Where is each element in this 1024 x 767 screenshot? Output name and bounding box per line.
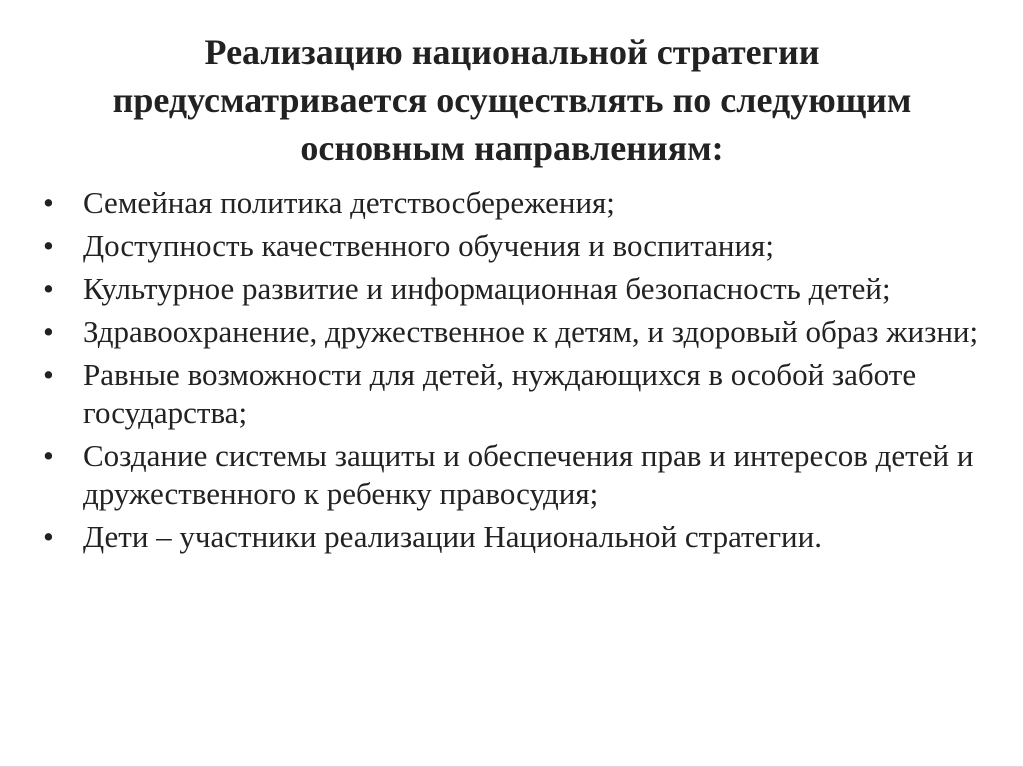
list-item-text: Равные возможности для детей, нуждающихся в особой заботе государства; bbox=[83, 357, 917, 430]
title-line-3: основным направлениям: bbox=[300, 128, 724, 168]
slide-title bbox=[40, 28, 984, 172]
list-item bbox=[40, 227, 980, 265]
list-item bbox=[40, 356, 980, 432]
list-item bbox=[40, 184, 980, 222]
bullet-icon: • bbox=[43, 438, 54, 473]
bullet-icon: • bbox=[43, 357, 54, 392]
list-item-text: Создание системы защиты и обеспечения прав и интересов детей и дружественного к ребенку правосудия; bbox=[83, 438, 974, 511]
list-item-text: Культурное развитие и информационная безопасность детей; bbox=[83, 271, 891, 306]
list-item-text: Дети – участники реализации Национальной стратегии. bbox=[83, 519, 822, 554]
bullet-icon: • bbox=[43, 314, 54, 349]
list-item bbox=[40, 437, 980, 513]
list-item bbox=[40, 518, 980, 556]
list-item-text: Доступность качественного обучения и воспитания; bbox=[83, 228, 774, 263]
bullet-icon: • bbox=[43, 519, 54, 554]
list-item-text: Здравоохранение, дружественное к детям, и здоровый образ жизни; bbox=[83, 314, 979, 349]
list-item bbox=[40, 313, 980, 351]
title-line-1: Реализацию национальной стратегии bbox=[204, 32, 820, 72]
title-line-2: предусматривается осуществлять по следующим bbox=[112, 80, 912, 120]
list-item bbox=[40, 270, 980, 308]
directions-list bbox=[40, 184, 980, 561]
list-item-text: Семейная политика детствосбережения; bbox=[83, 185, 615, 220]
bullet-icon: • bbox=[43, 271, 54, 306]
bullet-icon: • bbox=[43, 185, 54, 220]
bullet-icon: • bbox=[43, 228, 54, 263]
